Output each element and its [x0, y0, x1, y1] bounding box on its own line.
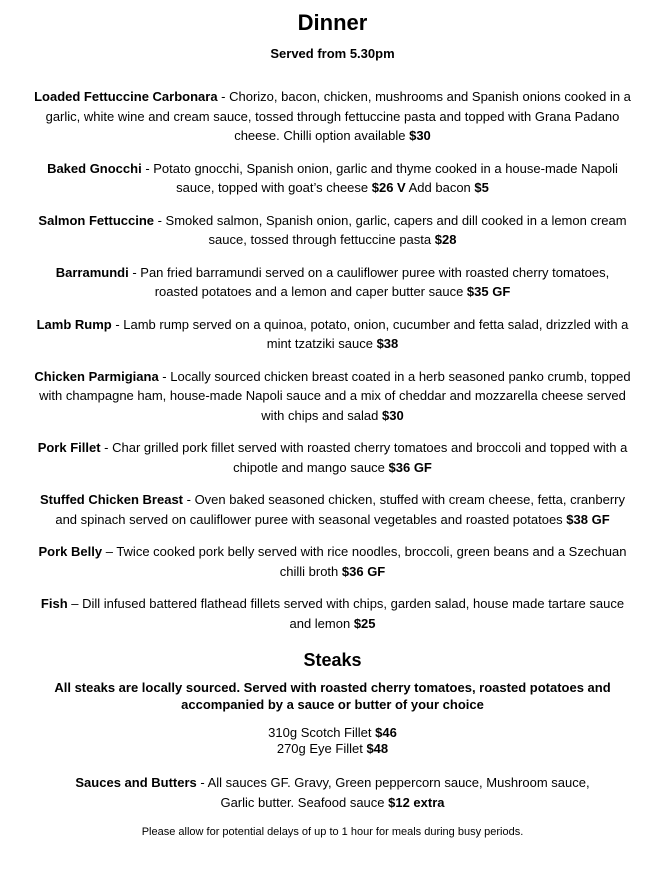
sauces-name: Sauces and Butters [75, 775, 197, 790]
steak-item [28, 725, 637, 741]
dish-price: $28 [434, 232, 457, 247]
dish-name: Fish [40, 596, 68, 611]
sauces-and-butters [58, 773, 607, 812]
service-time: Served from 5.30pm [270, 46, 395, 61]
menu-item [28, 315, 637, 354]
footer-note: Please allow for potential delays of up to 1 hour for meals during busy periods. [141, 826, 524, 838]
dish-price: $35 GF [466, 284, 511, 299]
sauces-price: $12 extra [388, 794, 445, 810]
steaks-heading: Steaks [303, 650, 362, 670]
dish-name: Barramundi [55, 264, 129, 280]
steak-price: $46 [375, 725, 397, 740]
menu-item [28, 438, 637, 477]
steak-name: 310g Scotch Fillet [268, 725, 376, 740]
dish-extra-price: $5 [474, 180, 489, 195]
dish-price: $38 [376, 336, 399, 351]
dish-list [28, 87, 637, 633]
dish-price: $30 [381, 407, 404, 423]
dish-description: – Dill infused battered flathead fillets served with chips, garden salad, house made tartare sauce and lemon [67, 596, 625, 631]
dish-name: Pork Fillet [37, 440, 101, 455]
steak-name: 270g Eye Fillet [276, 741, 367, 756]
dish-description: - Potato gnocchi, Spanish onion, garlic and thyme cooked in a house-made Napoli sauce, topped with goat’s cheese [141, 160, 618, 195]
dish-name: Lamb Rump [36, 316, 112, 332]
dish-description: - Char grilled pork fillet served with roasted cherry tomatoes and broccoli and topped with a chipotle and mango sauce [100, 440, 628, 475]
dish-price: $36 GF [341, 563, 386, 579]
dish-price: $26 V [371, 180, 406, 195]
dish-price: $38 GF [566, 511, 610, 527]
steak-list [28, 725, 637, 757]
dish-description: - Smoked salmon, Spanish onion, garlic, capers and dill cooked in a lemon cream sauce, tossed through fettuccine pasta [154, 212, 627, 247]
dish-name: Salmon Fettuccine [38, 212, 154, 228]
menu-item [28, 263, 637, 302]
page-title: Dinner [297, 10, 368, 35]
menu-item [28, 367, 637, 426]
dish-description: - Locally sourced chicken breast coated in a herb seasoned panko crumb, topped with champagne ham, house-made Napoli sauce and a mix of cheddar and mozzarella cheese served with chips and salad [39, 368, 631, 423]
menu-item [28, 490, 637, 529]
menu-item [28, 542, 637, 581]
dish-name: Loaded Fettuccine Carbonara [34, 89, 218, 104]
steaks-intro: All steaks are locally sourced. Served with roasted cherry tomatoes, roasted potatoes and accompanied by a sauce or butter of your choice [54, 680, 611, 712]
menu-item [28, 159, 637, 198]
dish-description: - Pan fried barramundi served on a cauliflower puree with roasted cherry tomatoes, roasted potatoes and a lemon and caper butter sauce [128, 264, 610, 299]
dish-description: - Lamb rump served on a quinoa, potato, onion, cucumber and fetta salad, drizzled with a mint tzatziki sauce [111, 316, 629, 351]
dish-price: $25 [353, 615, 376, 631]
menu-item [28, 594, 637, 633]
dish-name: Pork Belly [38, 544, 103, 559]
steak-item [28, 741, 637, 757]
dish-price: $36 GF [388, 459, 432, 475]
dish-description: - Chorizo, bacon, chicken, mushrooms and Spanish onions cooked in a garlic, white wine and cream sauce, tossed through fettuccine pasta and topped with Grana Padano cheese. Chilli option available [45, 89, 631, 143]
menu-item [28, 87, 637, 146]
dish-description: - Oven baked seasoned chicken, stuffed with cream cheese, fetta, cranberry and spinach served on cauliflower puree with seasonal vegetables and roasted potatoes [55, 492, 626, 527]
dish-name: Stuffed Chicken Breast [39, 492, 184, 507]
dish-description: – Twice cooked pork belly served with rice noodles, broccoli, green beans and a Szechuan chilli broth [102, 544, 627, 579]
dish-name: Chicken Parmigiana [34, 368, 159, 384]
steak-price: $48 [366, 741, 389, 756]
dish-name: Baked Gnocchi [47, 160, 142, 176]
dish-price: $30 [409, 128, 431, 143]
sauces-description: - All sauces GF. Gravy, Green peppercorn sauce, Mushroom sauce, Garlic butter. Seafood sauce [196, 775, 590, 810]
menu-item [28, 211, 637, 250]
dish-extra: Add bacon [405, 180, 475, 195]
